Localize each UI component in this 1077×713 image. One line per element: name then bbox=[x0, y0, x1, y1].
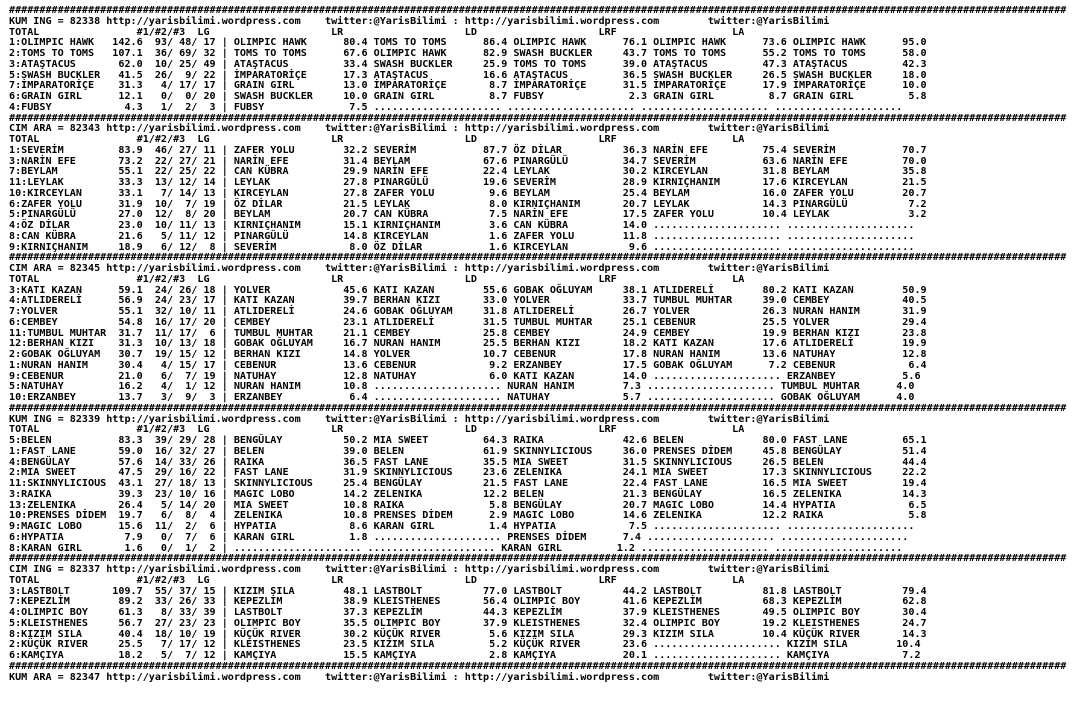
column-header-line: TOTAL #1/#2/#3 LG LR LD LRF LA bbox=[9, 26, 745, 38]
column-header-line: TOTAL #1/#2/#3 LG LR LD LRF LA bbox=[9, 574, 745, 586]
separator-line: ############################################################################################################################################################################## bbox=[9, 553, 1067, 565]
horse-row-line: 3:RAIKA 39.3 23/ 10/ 16 | MAGIC LOBO 14.2 ZELENIKA 12.2 BELEN 21.3 BENGÜLAY 16.5 ZELENIKA 14.3 bbox=[9, 488, 927, 500]
horse-row-line: 7:KEPEZLİM 89.2 33/ 26/ 33 | KEPEZLİM 38.9 KLEISTHENES 56.4 OLIMPIC BOY 41.6 KEPEZLİM 68.3 KEPEZLİM 62.8 bbox=[9, 596, 927, 608]
horse-row-line: 3:NARİN EFE 73.2 22/ 27/ 21 | NARİN EFE 31.4 BEYLAM 67.6 PINARGÜLÜ 34.7 SEVERİM 63.6 NARİN EFE 70.0 bbox=[9, 155, 927, 167]
column-header-line: TOTAL #1/#2/#3 LG LR LD LRF LA bbox=[9, 134, 745, 145]
horse-row-line: 7:YOLVER 55.1 32/ 10/ 11 | ATLIDERELİ 24.6 GOBAK OĞLUYAM 31.8 ATLIDERELİ 26.7 YOLVER 26.3 NURAN HANIM 31.9 bbox=[9, 306, 927, 317]
horse-row-line: 8:KIZIM SILA 40.4 18/ 10/ 19 | KÜÇÜK RIVER 30.2 KÜÇÜK RIVER 5.6 KIZIM SILA 29.3 KIZIM SILA 10.4 KÜÇÜK RIVER 14.3 bbox=[9, 628, 927, 640]
horse-row-line: 7:BEYLAM 55.1 22/ 25/ 22 | CAN KÜBRA 29.9 NARİN EFE 22.4 LEYLAK 30.2 KIRCEYLAN 31.8 BEYLAM 35.8 bbox=[9, 166, 927, 178]
horse-row-line: 1:OLIMPIC HAWK 142.6 93/ 48/ 17 | OLIMPIC HAWK 80.4 TOMS TO TOMS 86.4 OLIMPIC HAWK 76.1 OLIMPIC HAWK 73.6 OLIMPIC HAWK 95.0 bbox=[9, 37, 927, 49]
horse-row-line: 2:KÜÇÜK RIVER 25.5 7/ 17/ 12 | KLEISTHENES 23.5 KIZIM SILA 5.2 KÜÇÜK RIVER 23.6 ..................... KIZIM SILA 10.4 bbox=[9, 639, 921, 651]
horse-row-line: 11:LEYLAK 33.3 13/ 12/ 14 | LEYLAK 27.8 PINARGÜLÜ 19.6 SEVERİM 28.9 KIRNIÇHANIM 17.6 KIRCEYLAN 21.5 bbox=[9, 177, 927, 188]
horse-row-line: 1:SEVERİM 83.9 46/ 27/ 11 | ZAFER YOLU 32.2 SEVERİM 87.7 ÖZ DİLAR 36.3 NARİN EFE 75.4 SEVERİM 70.7 bbox=[9, 144, 927, 156]
separator-line: ############################################################################################################################################################################## bbox=[9, 660, 1067, 672]
horse-row-line: 6:GRAIN GIRL 12.1 0/ 0/ 20 | SWASH BUCKLER 10.0 GRAIN GIRL 8.7 FUBSY 2.3 GRAIN GIRL 8.7 GRAIN GIRL 5.8 bbox=[9, 91, 927, 102]
race-header-line: KUM ING = 82338 http://yarisbilimi.wordpress.com twitter:@YarisBilimi : http://yarisbilimi.wordpress.com twitter:@YarisBilimi bbox=[9, 15, 830, 27]
horse-row-line: 10:PRENSES DİDEM 19.7 6/ 8/ 4 | ZELENIKA 10.8 PRENSES DİDEM 2.9 MAGIC LOBO 14.6 ZELENIKA 12.2 RAIKA 5.8 bbox=[9, 510, 927, 522]
horse-row-line: 10:KIRCEYLAN 33.1 7/ 14/ 13 | KIRCEYLAN 27.8 ZAFER YOLU 9.6 BEYLAM 25.4 BEYLAM 16.0 ZAFER YOLU 20.7 bbox=[9, 187, 927, 199]
horse-row-line: 10:ERZANBEY 13.7 3/ 9/ 3 | ERZANBEY 6.4 ..................... NATUHAY 5.7 ..................... GOBAK OĞLUYAM 4.0 bbox=[9, 392, 915, 403]
horse-row-line: 5:NATUHAY 16.2 4/ 1/ 12 | NURAN HANIM 10.8 ..................... NURAN HANIM 7.3 ..................... TUMBUL MUHTAR 4.0 bbox=[9, 381, 915, 393]
horse-row-line: 3:ATAŞTACUS 62.0 10/ 25/ 49 | ATAŞTACUS 33.4 SWASH BUCKLER 25.9 TOMS TO TOMS 39.0 ATAŞTACUS 47.3 ATAŞTACUS 42.3 bbox=[9, 58, 927, 70]
horse-row-line: 6:HYPATIA 7.9 0/ 7/ 6 | KARAN GIRL 1.8 ..................... PRENSES DİDEM 7.4 ..................... ..................... bbox=[9, 531, 909, 543]
horse-row-line: 2:GOBAK OĞLUYAM 30.7 19/ 15/ 12 | BERHAN KIZI 14.8 YOLVER 10.7 CEBENUR 17.8 NURAN HANIM 13.6 NATUHAY 12.8 bbox=[9, 349, 927, 360]
horse-row-line: 3:KATI KAZAN 59.1 24/ 26/ 18 | YOLVER 45.6 KATI KAZAN 55.6 GOBAK OĞLUYAM 38.1 ATLIDERELİ 80.2 KATI KAZAN 50.9 bbox=[9, 284, 927, 296]
horse-row-line: 9:CEBENUR 21.0 6/ 7/ 19 | NATUHAY 12.8 NATUHAY 6.0 KATI KAZAN 14.0 ..................... ERZANBEY 5.6 bbox=[9, 370, 921, 382]
horse-row-line: 9:KIRNIÇHANIM 18.9 6/ 12/ 8 | SEVERİM 8.0 ÖZ DİLAR 1.6 KIRCEYLAN 9.6 ..................... ..................... bbox=[9, 241, 915, 253]
horse-row-line: 12:BERHAN KIZI 31.3 10/ 13/ 18 | GOBAK OĞLUYAM 16.7 NURAN HANIM 25.5 BERHAN KIZI 18.2 KATI KAZAN 17.6 ATLIDERELİ 19.9 bbox=[9, 338, 927, 350]
race-header-line: CIM ARA = 82343 http://yarisbilimi.wordpress.com twitter:@YarisBilimi : http://yarisbilimi.wordpress.com twitter:@YarisBilimi bbox=[9, 123, 830, 135]
horse-row-line: 5:SWASH BUCKLER 41.5 26/ 9/ 22 | İMPARATORİÇE 17.3 ATAŞTACUS 16.6 ATAŞTACUS 36.5 SWASH BUCKLER 26.5 SWASH BUCKLER 18.0 bbox=[9, 69, 927, 81]
horse-row-line: 6:CEMBEY 54.8 16/ 17/ 20 | CEMBEY 23.1 ATLIDERELİ 31.5 TUMBUL MUHTAR 25.1 CEBENUR 25.5 YOLVER 29.4 bbox=[9, 316, 927, 328]
race-header-line: KUM ING = 82339 http://yarisbilimi.wordpress.com twitter:@YarisBilimi : http://yarisbilimi.wordpress.com twitter:@YarisBilimi bbox=[9, 413, 830, 425]
separator-line: ############################################################################################################################################################################## bbox=[9, 5, 1067, 16]
horse-row-line: 5:KLEISTHENES 56.7 27/ 23/ 23 | OLIMPIC BOY 35.5 OLIMPIC BOY 37.9 KLEISTHENES 32.4 OLIMPIC BOY 19.2 KLEISTHENES 24.7 bbox=[9, 617, 927, 629]
horse-row-line: 6:ZAFER YOLU 31.9 10/ 7/ 19 | ÖZ DİLAR 21.5 LEYLAK 8.0 KIRNIÇHANIM 20.7 LEYLAK 14.3 PINARGÜLÜ 7.2 bbox=[9, 198, 927, 210]
column-header-line: TOTAL #1/#2/#3 LG LR LD LRF LA bbox=[9, 424, 745, 436]
horse-row-line: 4:ÖZ DİLAR 23.0 10/ 11/ 13 | KIRNIÇHANIM 15.1 KIRNIÇHANIM 3.6 CAN KÜBRA 14.0 ..................... ..................... bbox=[9, 220, 915, 231]
horse-row-line: 2:MIA SWEET 47.5 29/ 16/ 22 | FAST LANE 31.9 SKINNYLICIOUS 23.6 ZELENIKA 24.1 MIA SWEET 17.3 SKINNYLICIOUS 22.2 bbox=[9, 467, 927, 479]
horse-row-line: 7:İMPARATORİÇE 31.3 4/ 17/ 17 | GRAIN GIRL 13.0 İMPARATORİÇE 8.7 İMPARATORİÇE 31.5 İMPARATORİÇE 17.9 İMPARATORİÇE 10.0 bbox=[9, 80, 927, 92]
horse-row-line: 4:BENGÜLAY 57.6 14/ 33/ 26 | RAIKA 36.5 FAST LANE 35.5 MIA SWEET 31.5 SKINNYLICIOUS 26.5 BELEN 44.4 bbox=[9, 456, 927, 468]
horse-row-line: 13:ZELENIKA 26.4 5/ 14/ 20 | MIA SWEET 10.8 RAIKA 5.8 BENGÜLAY 20.7 MAGIC LOBO 14.4 HYPATIA 6.5 bbox=[9, 499, 927, 511]
horse-row-line: 11:SKINNYLICIOUS 43.1 27/ 18/ 13 | SKINNYLICIOUS 25.4 BENGÜLAY 21.5 FAST LANE 22.4 FAST LANE 16.5 MIA SWEET 19.4 bbox=[9, 478, 927, 489]
horse-row-line: 4:ATLIDERELİ 56.9 24/ 23/ 17 | KATI KAZAN 39.7 BERHAN KIZI 33.0 YOLVER 33.7 TUMBUL MUHTAR 39.0 CEMBEY 40.5 bbox=[9, 295, 927, 307]
horse-row-line: 3:LASTBOLT 109.7 55/ 37/ 15 | KIZIM SILA 48.1 LASTBOLT 77.0 LASTBOLT 44.2 LASTBOLT 81.8 LASTBOLT 79.4 bbox=[9, 585, 927, 597]
horse-row-line: 1:FAST LANE 59.0 16/ 32/ 27 | BELEN 39.0 BELEN 61.9 SKINNYLICIOUS 36.0 PRENSES DİDEM 45.8 BENGÜLAY 51.4 bbox=[9, 445, 927, 457]
race-header-line: CIM ARA = 82345 http://yarisbilimi.wordpress.com twitter:@YarisBilimi : http://yarisbilimi.wordpress.com twitter:@YarisBilimi bbox=[9, 263, 830, 274]
separator-line: ############################################################################################################################################################################## bbox=[9, 402, 1067, 414]
horse-row-line: 9:MAGIC LOBO 15.6 11/ 2/ 6 | HYPATIA 8.6 KARAN GIRL 1.4 HYPATIA 7.5 ..................... ..................... bbox=[9, 521, 915, 532]
horse-row-line: 5:PINARGÜLÜ 27.0 12/ 8/ 20 | BEYLAM 20.7 CAN KÜBRA 7.5 NARİN EFE 17.5 ZAFER YOLU 10.4 LEYLAK 3.2 bbox=[9, 209, 927, 221]
separator-line: ############################################################################################################################################################################## bbox=[9, 252, 1067, 264]
race-header-line: KUM ARA = 82347 http://yarisbilimi.wordpress.com twitter:@YarisBilimi : http://yarisbilimi.wordpress.com twitter:@YarisBilimi bbox=[9, 671, 830, 683]
horse-row-line: 4:OLIMPIC BOY 61.3 8/ 33/ 39 | LASTBOLT 37.3 KEPEZLİM 44.3 KEPEZLİM 37.9 KLEISTHENES 49.5 OLIMPIC BOY 30.4 bbox=[9, 607, 927, 618]
horse-row-line: 1:NURAN HANIM 30.4 4/ 15/ 17 | CEBENUR 13.6 CEBENUR 9.2 ERZANBEY 17.5 GOBAK OĞLUYAM 7.2 CEBENUR 6.4 bbox=[9, 359, 927, 371]
separator-line: ############################################################################################################################################################################## bbox=[9, 112, 1067, 124]
race-header-line: CIM ING = 82337 http://yarisbilimi.wordpress.com twitter:@YarisBilimi : http://yarisbilimi.wordpress.com twitter:@YarisBilimi bbox=[9, 564, 830, 575]
horse-row-line: 8:KARAN GIRL 1.6 0/ 1/ 2 | ..................... ..................... KARAN GIRL 1.2 ..................... ..................... bbox=[9, 542, 903, 554]
column-header-line: TOTAL #1/#2/#3 LG LR LD LRF LA bbox=[9, 273, 745, 285]
horse-row-line: 11:TUMBUL MUHTAR 31.7 11/ 17/ 6 | TUMBUL MUHTAR 21.1 CEMBEY 25.8 CEMBEY 24.9 CEMBEY 19.9 BERHAN KIZI 23.8 bbox=[9, 327, 927, 339]
horse-row-line: 6:KAMÇIYA 18.2 5/ 7/ 12 | KAMÇIYA 15.5 KAMÇIYA 2.8 KAMÇIYA 20.1 ..................... KAMÇIYA 7.2 bbox=[9, 650, 921, 661]
horse-row-line: 4:FUBSY 4.3 1/ 2/ 3 | FUBSY 7.5 ..................... ..................... ..................... ..................... bbox=[9, 101, 903, 113]
horse-row-line: 8:CAN KÜBRA 21.6 5/ 11/ 12 | PINARGÜLÜ 14.8 KIRCEYLAN 1.6 ZAFER YOLU 11.8 ..................... ..................... bbox=[9, 230, 915, 242]
horse-row-line: 5:BELEN 83.3 39/ 29/ 28 | BENGÜLAY 50.2 MIA SWEET 64.3 RAIKA 42.6 BELEN 80.0 FAST LANE 65.1 bbox=[9, 435, 927, 446]
horse-row-line: 2:TOMS TO TOMS 107.1 36/ 69/ 32 | TOMS TO TOMS 67.6 OLIMPIC HAWK 82.9 SWASH BUCKLER 43.7 TOMS TO TOMS 55.2 TOMS TO TOMS 58.0 bbox=[9, 48, 927, 59]
